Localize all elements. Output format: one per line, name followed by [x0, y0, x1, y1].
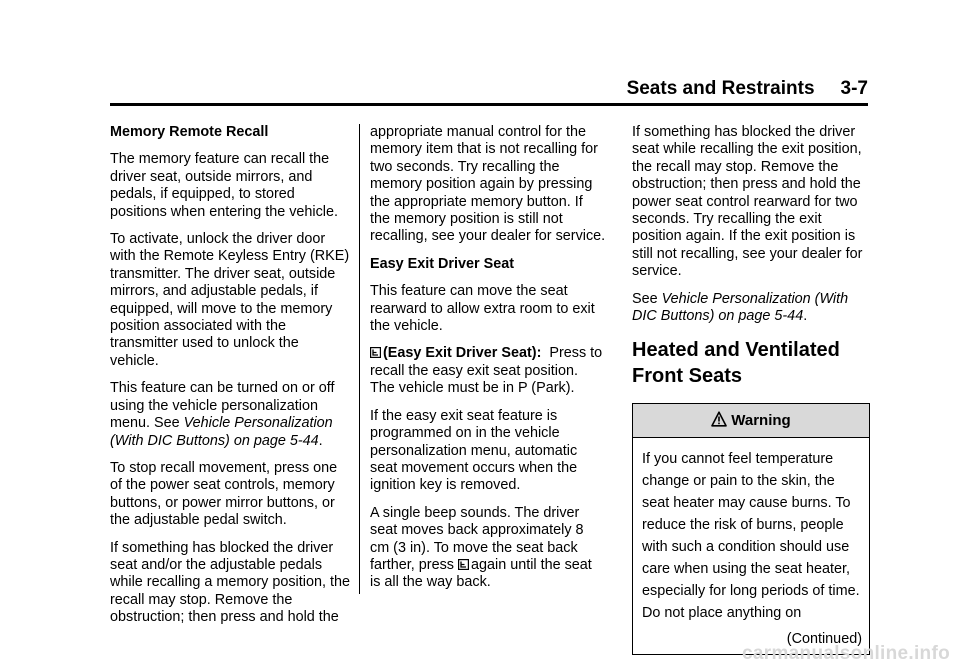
paragraph: If something has blocked the driver seat and/or the adjustable pedals while recalling a memory position, the recall may stop. Remove the obstruction; then press and hold the: [110, 539, 350, 626]
paragraph: This feature can be turned on or off using the vehicle personalization menu. See Vehicle Personalization (With DIC Buttons) on page 5-44.: [110, 380, 335, 449]
cross-reference-link[interactable]: Vehicle Personalization (With DIC Buttons) on page 5-44: [110, 415, 333, 449]
paragraph: (Easy Exit Driver Seat): Press to recall the easy exit seat position. The vehicle must be in P (Park).: [370, 345, 603, 397]
column-1: [110, 124, 350, 637]
warning-icon: [711, 411, 727, 427]
warning-text: If you cannot feel temperature change or pain to the skin, the seat heater may cause burns. To reduce the risk of burns, people with such a condition should use care when using the seat heater, especially for long periods of time. Do not place anything on: [642, 451, 860, 622]
heading-easy-exit-driver-seat: Easy Exit Driver Seat: [370, 255, 514, 272]
heading-heated-ventilated-seats: Heated and Ventilated Front Seats: [632, 339, 840, 388]
column-divider: [359, 124, 360, 594]
paragraph: If the easy exit seat feature is programmed on in the vehicle personalization menu, automatic seat movement occurs when the ignition key is removed.: [370, 407, 578, 494]
paragraph: appropriate manual control for the memory item that is not recalling for two seconds. Try recalling the memory position again by pressing the appropriate memory button. If the memory position is still not recalling, see your dealer for service.: [370, 124, 606, 245]
paragraph: To activate, unlock the driver door with the Remote Keyless Entry (RKE) transmitter. The driver seat, outside mirrors, and adjustable pedals, if equipped, will move to the memory position associated with the transmitter used to unlock the vehicle.: [110, 231, 350, 369]
paragraph: To stop recall movement, press one of the power seat controls, memory buttons, or power mirror buttons, or the adjustable pedal switch.: [110, 459, 338, 529]
column-2: [370, 124, 606, 602]
page-number: 3-7: [840, 78, 868, 99]
watermark: carmanualsonline.info: [742, 643, 950, 664]
paragraph: A single beep sounds. The driver seat moves back approximately 8 cm (3 in). To move the seat back farther, press again until the seat is all the way back.: [370, 504, 592, 591]
easy-exit-seat-icon: [458, 559, 469, 570]
paragraph: See Vehicle Personalization (With DIC Buttons) on page 5-44.: [632, 290, 849, 325]
page-header: [110, 78, 868, 100]
warning-header: [633, 404, 869, 438]
paragraph: The memory feature can recall the driver seat, outside mirrors, and pedals, if equipped, to stored positions when entering the vehicle.: [110, 151, 338, 220]
easy-exit-seat-icon: [370, 347, 381, 358]
warning-title: Warning: [731, 412, 791, 430]
continued-label: (Continued): [786, 631, 862, 648]
warning-box: [632, 403, 870, 655]
paragraph: This feature can move the seat rearward to allow extra room to exit the vehicle.: [370, 283, 595, 335]
column-3: [632, 124, 870, 655]
paragraph: If something has blocked the driver seat while recalling the exit position, the recall may stop. Remove the obstruction; then press and hold the power seat control rearward for two seconds. Try recalling the exit position again. If the exit position is still not recalling, see your dealer for service.: [632, 124, 863, 280]
header-rule: [110, 103, 868, 106]
cross-reference-link[interactable]: Vehicle Personalization (With DIC Buttons) on page 5-44: [632, 290, 849, 325]
section-title: Seats and Restraints: [626, 78, 815, 99]
heading-memory-remote-recall: Memory Remote Recall: [110, 124, 269, 140]
